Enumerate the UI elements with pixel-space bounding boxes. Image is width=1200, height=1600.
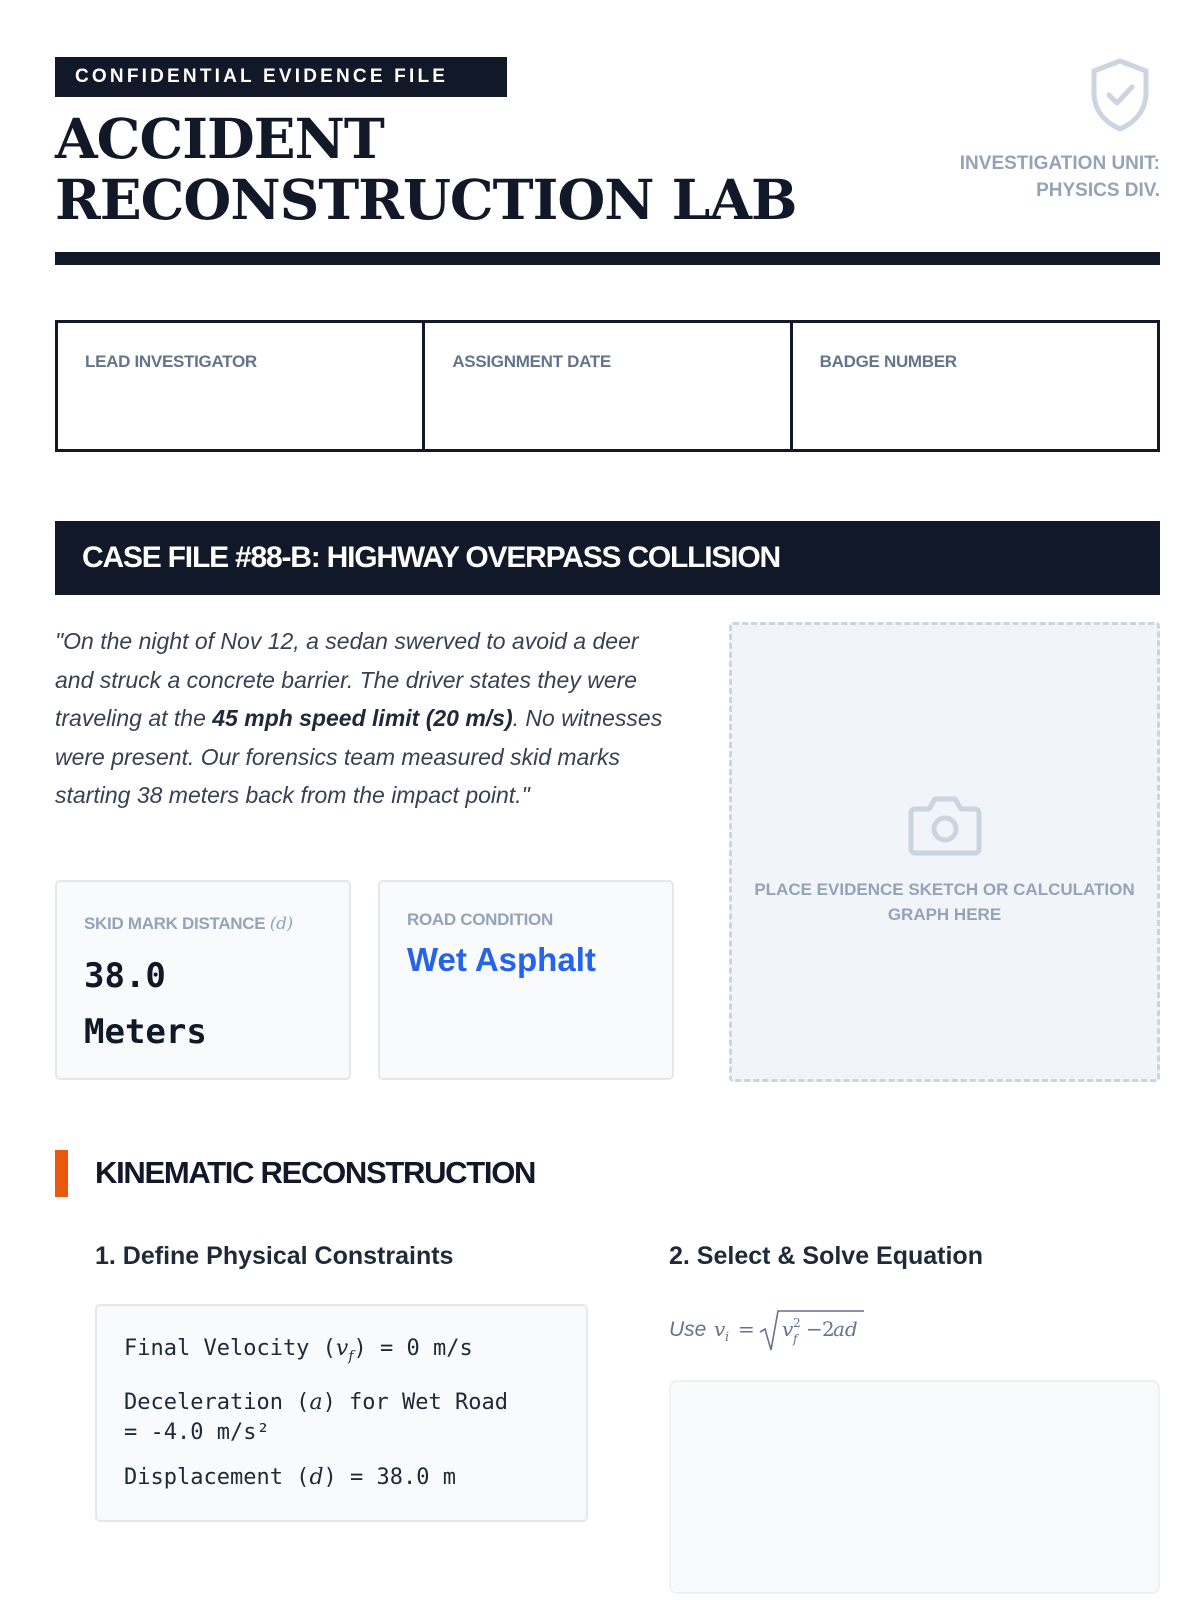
constraint-deceleration: Deceleration (a) for Wet Road (124, 1390, 508, 1416)
skid-distance-card (55, 880, 351, 1080)
road-condition-label: ROAD CONDITION (407, 910, 553, 929)
svg-text:v: v (782, 1317, 794, 1341)
shield-check-icon (1088, 57, 1152, 133)
narrative-part-1: "On the night of Nov 12, a sedan swerved to avoid a deer and struck a concrete barrier. The driver states they were traveling at the (55, 628, 639, 731)
road-condition-value: Wet Asphalt (407, 941, 596, 978)
section-title: KINEMATIC RECONSTRUCTION (95, 1155, 536, 1190)
step-1-heading: 1. Define Physical Constraints (95, 1242, 454, 1270)
svg-text:v: v (714, 1317, 726, 1341)
svg-text:−: − (806, 1317, 824, 1341)
page-title (55, 108, 797, 230)
solution-answer-box[interactable] (669, 1380, 1160, 1594)
assignment-date-label: ASSIGNMENT DATE (452, 352, 611, 371)
badge-number-label: BADGE NUMBER (819, 352, 957, 371)
equation-use-label: Use (669, 1318, 707, 1341)
evidence-placeholder[interactable] (729, 622, 1160, 1082)
title-line-1: ACCIDENT (55, 106, 384, 171)
assignment-date-field[interactable] (425, 323, 792, 449)
constraint-displacement: Displacement (d) = 38.0 m (124, 1465, 456, 1491)
svg-text:=: = (738, 1317, 756, 1341)
camera-icon (907, 793, 983, 857)
section-accent-bar (55, 1150, 68, 1197)
skid-distance-value: 38.0 Meters (84, 956, 207, 1052)
skid-distance-label: SKID MARK DISTANCE (d) (84, 914, 293, 934)
narrative-speed-highlight: 45 mph speed limit (20 m/s) (212, 705, 513, 731)
lead-investigator-field[interactable] (58, 323, 425, 449)
road-condition-card (378, 880, 674, 1080)
evidence-placeholder-text: PLACE EVIDENCE SKETCH OR CALCULATION GRAPH HERE (754, 880, 1135, 924)
constraint-final-velocity: Final Velocity $(v_f) = 0$ m/s (124, 1336, 473, 1365)
svg-text:ad: ad (833, 1317, 859, 1341)
svg-text:i: i (725, 1330, 730, 1345)
case-narrative (55, 622, 675, 815)
confidential-tag: CONFIDENTIAL EVIDENCE FILE (55, 57, 507, 97)
narrative-part-2: . No witnesses were present. Our forensics team measured skid marks starting 38 meters back from the impact point." (55, 705, 663, 808)
investigator-info-grid (55, 320, 1160, 452)
equation-hint (669, 1305, 864, 1355)
step-2-heading: 2. Select & Solve Equation (669, 1242, 983, 1270)
header (55, 0, 1160, 270)
header-divider (55, 252, 1160, 265)
svg-text:2: 2 (793, 1316, 801, 1330)
unit-line-1: INVESTIGATION UNIT: (959, 153, 1160, 174)
badge-number-field[interactable] (793, 323, 1157, 449)
svg-text:2: 2 (822, 1317, 836, 1341)
investigation-unit (960, 150, 1160, 204)
unit-line-2: PHYSICS DIV. (1036, 180, 1160, 201)
constraints-box (95, 1304, 588, 1522)
constraint-deceleration-value: = -4.0 m/s² (124, 1420, 270, 1446)
worksheet-page (55, 0, 1160, 1491)
svg-text:f: f (793, 1332, 798, 1346)
lead-investigator-label: LEAD INVESTIGATOR (85, 352, 257, 371)
velocity-equation-formula (714, 1305, 864, 1355)
title-line-2: RECONSTRUCTION LAB (55, 167, 797, 232)
case-file-banner: CASE FILE #88-B: HIGHWAY OVERPASS COLLISION (55, 521, 1160, 595)
